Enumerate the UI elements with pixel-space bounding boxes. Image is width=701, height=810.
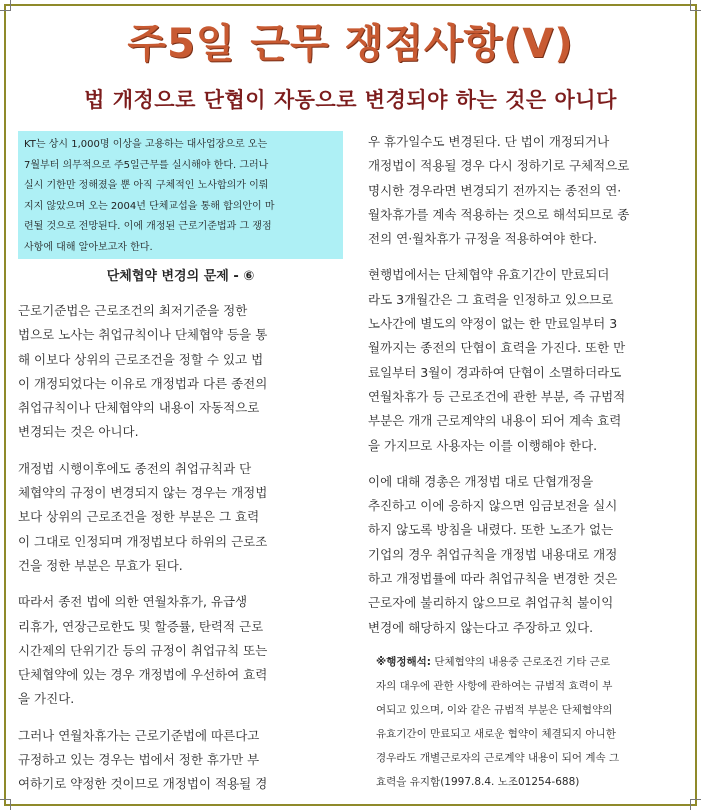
paragraph: 이에 대해 경총은 개정법 대로 단협개정을 추진하고 이에 응하지 않으면 임금보전을 실시 하지 않도록 방침을 내렸다. 또한 노조가 없는 기업의 경우 취업규칙을 개정법 내용대로 개정 하고 개정법률에 따라 취업규칙을 변경한 것은 근로자에 불리하지 않으므로 취업규칙 불이익 변경에 해당하지 않는다고 주장하고 있다. [368, 473, 618, 635]
paragraph: 현행법에서는 단체협약 유효기간이 만료되더 라도 3개월간은 그 효력을 인정하고 있으므로 노사간에 별도의 약정이 없는 한 만료일부터 3 월까지는 종전의 단협이 효력을 가진다. 또한 만 료일부터 3월이 경과하여 단협이 소멸하더라도 연월차휴가 등 근로조건에 관한 부분, 즉 규범적 부분은 개개 근로계약의 내용이 되어 계속 효력 을 가지므로 사용자는 이를 이행해야 한다. [368, 267, 626, 453]
section-heading: 단체협약 변경의 문제 - ⑥ [106, 269, 255, 284]
right-column [368, 130, 690, 652]
corner-mark [0, 799, 11, 810]
corner-mark [0, 0, 11, 11]
left-column [18, 299, 346, 809]
paragraph: 근로기준법은 근로조건의 최저기준을 정한 법으로 노사는 취업규칙이나 단체협약 등을 통 해 이보다 상위의 근로조건을 정할 수 있고 법 이 개정되었다는 이유로 개정법과 다른 종전의 취업규칙이나 단체협약의 내용이 자동적으로 변경되는 것은 아니다. [18, 303, 268, 440]
note-text: 단체협약의 내용중 근로조건 기타 근로 자의 대우에 관한 사항에 관하여는 규범적 효력이 부 여되고 있으며, 이와 같은 규범적 부분은 단체협약의 유효기간이 만료되고 새로운 협약이 체결되지 아니한 경우라도 개별근로자의 근로계약 내용이 되어 계속 그 효력을 유지함(1997.8.4. 노조01254-688) [376, 656, 620, 788]
corner-mark [690, 799, 701, 810]
paragraph: 따라서 종전 법에 의한 연월차휴가, 유급생 리휴가, 연장근로한도 및 할증률, 탄력적 근로 시간제의 단위기간 등의 규정이 취업규칙 또는 단체협약에 있는 경우 개정법에 우선하여 효력 을 가진다. [18, 594, 268, 707]
corner-mark [690, 0, 701, 11]
note-label: ※행정해석: [376, 656, 431, 668]
page-title: 주5일 근무 쟁점사항(Ⅴ) [127, 21, 574, 67]
page-subtitle: 법 개정으로 단협이 자동으로 변경되야 하는 것은 아니다 [84, 88, 617, 112]
paragraph: 개정법 시행이후에도 종전의 취업규칙과 단 체협약의 규정이 변경되지 않는 경우는 개정법 보다 상위의 근로조건을 정한 부분은 그 효력 이 그대로 인정되며 개정법보다 하위의 근로조 건을 정한 부분은 무효가 된다. [18, 460, 268, 573]
paragraph: 그러나 연월차휴가는 근로기준법에 따른다고 규정하고 있는 경우는 법에서 정한 휴가만 부 여하기로 약정한 것이므로 개정법이 적용될 경 [18, 727, 268, 792]
paragraph: 우 휴가일수도 변경된다. 단 법이 개정되거나 개정법이 적용될 경우 다시 정하기로 구체적으로 명시한 경우라면 변경되기 전까지는 종전의 연· 월차휴가를 계속 적용하는 것으로 해석되므로 종 전의 연·월차휴가 규정을 적용하여야 한다. [368, 134, 630, 247]
administrative-interpretation-note [376, 650, 688, 794]
intro-box: KT는 상시 1,000명 이상을 고용하는 대사업장으로 오는 7월부터 의무적으로 주5일근무를 실시해야 한다. 그러나 실시 기한만 정해졌을 뿐 아직 구체적인 노사합의가 이뤄 지지 않았으며 오는 2004년 단체교섭을 통해 합의안이 마 련될 것으로 전망된다. 이에 개정된 근로기준법과 그 쟁점 사항에 대해 알아보고자 한다. [18, 131, 343, 259]
